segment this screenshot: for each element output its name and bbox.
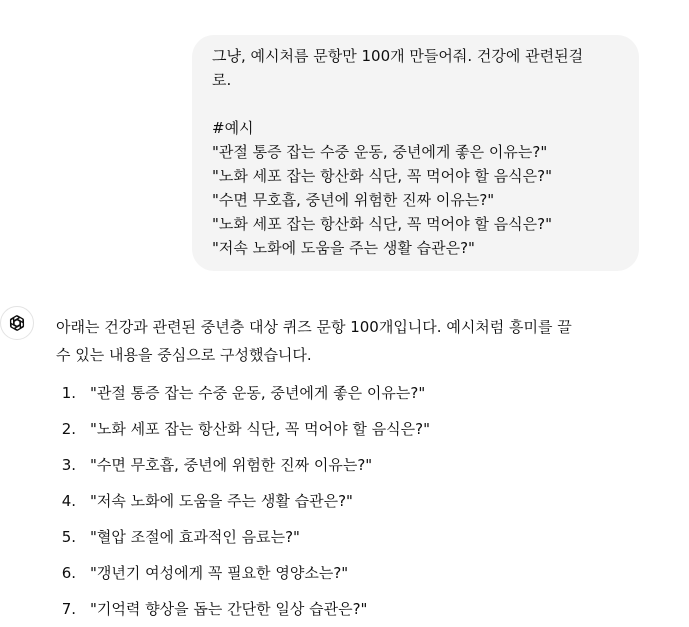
openai-logo-icon (7, 313, 27, 333)
list-item-number: 6. (61, 564, 76, 582)
list-item (56, 447, 656, 483)
list-item-number: 5. (61, 528, 76, 546)
user-message-line: "노화 세포 잡는 항산화 식단, 꼭 먹어야 할 음식은?" (212, 167, 552, 185)
user-message-line: "수면 무호흡, 중년에 위험한 진짜 이유는?" (212, 191, 495, 209)
list-item-text: "관절 통증 잡는 수중 운동, 중년에게 좋은 이유는?" (90, 384, 426, 402)
list-item (56, 591, 656, 627)
user-message-bubble (192, 35, 639, 271)
user-message-line: "관절 통증 잡는 수중 운동, 중년에게 좋은 이유는?" (212, 143, 548, 161)
assistant-intro-line: 아래는 건강과 관련된 중년층 대상 퀴즈 문항 100개입니다. 예시처럼 흥미를 끌 (56, 318, 572, 336)
user-message-line: #예시 (212, 119, 254, 137)
list-item-text: "기억력 향상을 돕는 간단한 일상 습관은?" (90, 600, 368, 618)
list-item-text: "갱년기 여성에게 꼭 필요한 영양소는?" (90, 564, 349, 582)
list-item-text: "저속 노화에 도움을 주는 생활 습관은?" (90, 492, 353, 510)
list-item-number: 2. (61, 420, 76, 438)
list-item (56, 411, 656, 447)
assistant-avatar (0, 306, 34, 340)
assistant-intro (56, 313, 656, 369)
list-item-number: 4. (61, 492, 76, 510)
list-item-text: "혈압 조절에 효과적인 음료는?" (90, 528, 300, 546)
list-item (56, 483, 656, 519)
user-message-line: 로. (212, 71, 232, 89)
list-item-text: "수면 무호흡, 중년에 위험한 진짜 이유는?" (90, 456, 373, 474)
list-item-number: 7. (61, 600, 76, 618)
list-item (56, 555, 656, 591)
list-item (56, 519, 656, 555)
list-item-number: 3. (61, 456, 76, 474)
list-item (56, 375, 656, 411)
assistant-intro-line: 수 있는 내용을 중심으로 구성했습니다. (56, 346, 312, 364)
assistant-message (56, 313, 656, 627)
quiz-question-list (56, 375, 656, 627)
user-message-line: "저속 노화에 도움을 주는 생활 습관은?" (212, 239, 475, 257)
user-message-line: 그냥, 예시처름 문항만 100개 만들어줘. 건강에 관련된걸 (212, 47, 584, 65)
user-message-line: "노화 세포 잡는 항산화 식단, 꼭 먹어야 할 음식은?" (212, 215, 552, 233)
list-item-number: 1. (61, 384, 76, 402)
user-message-line (212, 92, 619, 116)
list-item-text: "노화 세포 잡는 항산화 식단, 꼭 먹어야 할 음식은?" (90, 420, 430, 438)
